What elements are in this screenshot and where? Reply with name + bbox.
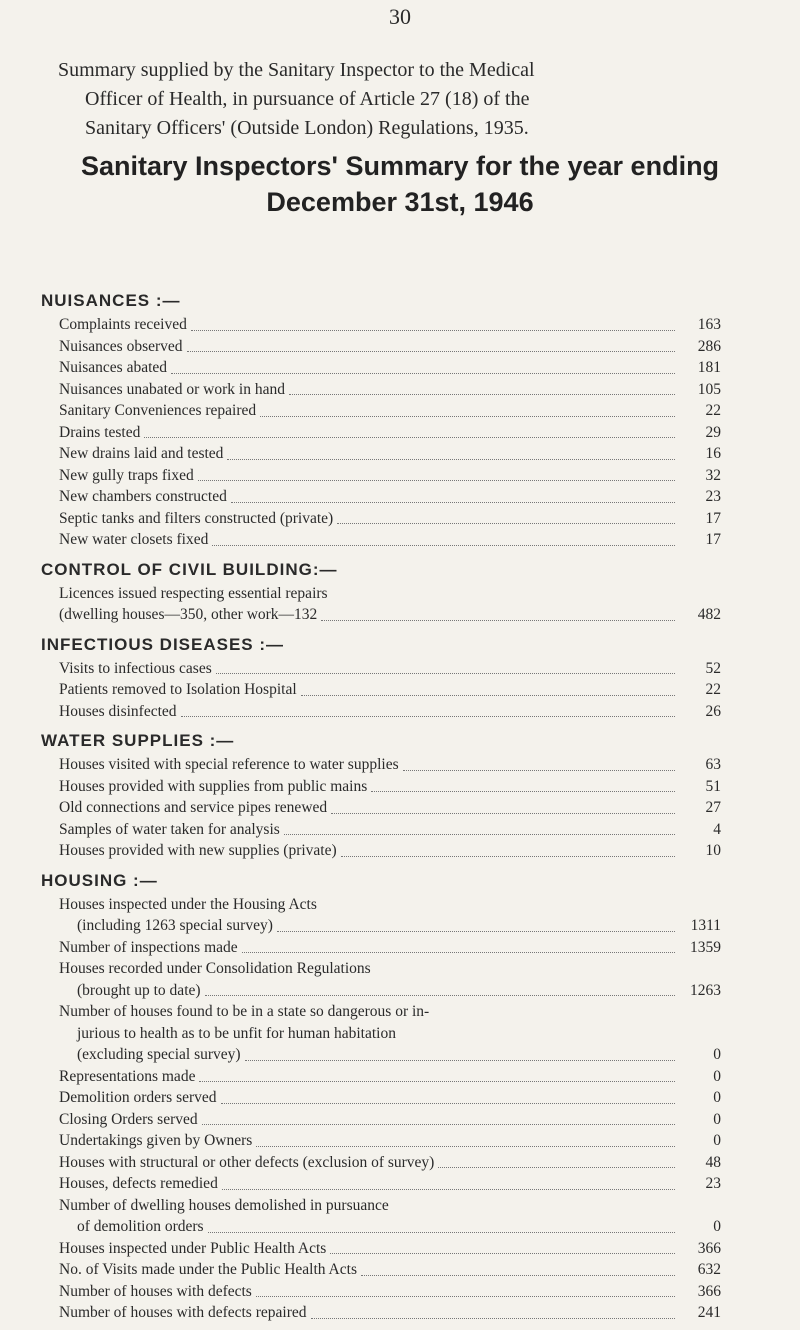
- row-label: Undertakings given by Owners: [59, 1132, 253, 1149]
- section-housing: [41, 868, 721, 1324]
- section-title: CONTROL OF CIVIL BUILDING:—: [41, 559, 338, 579]
- row-label: Houses provided with new supplies (private): [59, 842, 337, 859]
- row-value: 0: [713, 1046, 721, 1063]
- row-label: Houses disinfected: [59, 702, 177, 720]
- row-value: 52: [705, 659, 721, 677]
- row-value: 23: [705, 1175, 721, 1192]
- table-row: [59, 776, 721, 798]
- dot-leader: [222, 1189, 675, 1190]
- table-row: [59, 1216, 721, 1238]
- row-label: Patients removed to Isolation Hospital: [59, 681, 297, 698]
- dot-leader: [260, 416, 675, 417]
- section-title: NUISANCES :—: [41, 291, 181, 310]
- dot-leader: [284, 834, 675, 835]
- row-value: 1359: [690, 938, 721, 956]
- row-value: 0: [713, 1110, 721, 1128]
- dot-leader: [337, 523, 675, 524]
- table-row: [59, 819, 721, 841]
- table-row: [59, 937, 721, 959]
- row-label: (dwelling houses—350, other work—132: [59, 606, 318, 623]
- table-row: [59, 658, 721, 680]
- section-rows: [41, 754, 721, 862]
- table-row: [59, 314, 721, 336]
- dot-leader: [216, 673, 675, 674]
- row-label: Samples of water taken for analysis: [59, 820, 280, 838]
- intro-paragraph: [58, 56, 758, 143]
- table-row: [59, 529, 721, 551]
- dot-leader: [277, 931, 675, 932]
- table-row: [59, 679, 721, 701]
- dot-leader: [231, 502, 675, 503]
- dot-leader: [227, 459, 675, 460]
- section-civil-building: [41, 557, 721, 626]
- table-row: [59, 1044, 721, 1066]
- table-row: [59, 422, 721, 444]
- dot-leader: [311, 1318, 676, 1319]
- row-value: 0: [713, 1218, 721, 1235]
- row-value: 163: [697, 316, 721, 333]
- row-value: 10: [705, 842, 721, 859]
- dot-leader: [144, 437, 675, 438]
- dot-leader: [321, 620, 675, 621]
- row-label: Houses recorded under Consolidation Regulations: [59, 960, 371, 977]
- intro-line: Sanitary Officers' (Outside London) Regulations, 1935.: [85, 117, 529, 139]
- row-label: Number of houses with defects: [59, 1282, 252, 1300]
- row-value: 1311: [690, 917, 721, 934]
- row-value: 105: [697, 380, 721, 398]
- row-label: Nuisances observed: [59, 337, 183, 355]
- row-value: 1263: [690, 981, 721, 999]
- row-label: Visits to infectious cases: [59, 659, 212, 677]
- table-row: [59, 754, 721, 776]
- table-row: [59, 1130, 721, 1152]
- row-label: Representations made: [59, 1067, 196, 1085]
- table-row: [59, 797, 721, 819]
- table-row: [59, 508, 721, 530]
- row-label: Demolition orders served: [59, 1089, 217, 1106]
- row-value: 32: [705, 466, 721, 484]
- section-rows: [41, 583, 721, 626]
- row-value: 51: [705, 777, 721, 795]
- section-title: HOUSING :—: [41, 870, 158, 890]
- table-row: [59, 1238, 721, 1260]
- dot-leader: [171, 373, 675, 374]
- row-value: 17: [705, 509, 721, 527]
- dot-leader: [199, 1081, 675, 1082]
- row-label: Nuisances unabated or work in hand: [59, 380, 285, 398]
- row-label: Houses inspected under Public Health Acts: [59, 1239, 327, 1257]
- row-value: 16: [705, 445, 721, 462]
- table-row: [59, 701, 721, 723]
- table-row: [59, 1152, 721, 1174]
- row-value: 63: [705, 756, 721, 773]
- row-value: 366: [697, 1239, 721, 1257]
- dot-leader: [212, 545, 675, 546]
- title-line: Sanitary Inspectors' Summary for the year ending: [80, 151, 720, 181]
- table-row: [59, 1259, 721, 1281]
- table-row: [59, 336, 721, 358]
- row-value: 366: [697, 1282, 721, 1300]
- row-value: 27: [705, 799, 721, 816]
- row-label: jurious to health as to be unfit for human habitation: [77, 1024, 396, 1042]
- dot-leader: [187, 351, 675, 352]
- page-title: [40, 148, 760, 220]
- row-value: 22: [705, 402, 721, 419]
- section-rows: [41, 658, 721, 723]
- section-rows: [41, 894, 721, 1324]
- row-label: No. of Visits made under the Public Health Acts: [59, 1261, 357, 1278]
- row-label: Number of houses found to be in a state so dangerous or in-: [59, 1003, 430, 1020]
- row-label: Houses, defects remedied: [59, 1175, 218, 1192]
- section-water-supplies: [41, 728, 721, 862]
- dot-leader: [438, 1167, 675, 1168]
- title-line: December 31st, 1946: [266, 187, 534, 217]
- section-infectious-diseases: [41, 632, 721, 723]
- row-label: (including 1263 special survey): [77, 917, 273, 934]
- table-row: [59, 1173, 721, 1195]
- table-row: [59, 604, 721, 626]
- row-label: (brought up to date): [77, 981, 201, 999]
- dot-leader: [330, 1253, 675, 1254]
- table-row: [59, 840, 721, 862]
- table-row: [59, 915, 721, 937]
- row-value: 0: [713, 1067, 721, 1085]
- row-label: New gully traps fixed: [59, 466, 194, 484]
- table-row: [59, 1302, 721, 1324]
- row-value: 4: [713, 820, 721, 838]
- section-title: WATER SUPPLIES :—: [41, 731, 235, 750]
- row-label: Number of dwelling houses demolished in pursuance: [59, 1196, 389, 1214]
- table-row: [59, 1066, 721, 1088]
- intro-line: Summary supplied by the Sanitary Inspector to the Medical: [58, 59, 535, 81]
- row-value: 22: [705, 681, 721, 698]
- row-label: Houses provided with supplies from public mains: [59, 777, 368, 795]
- row-label: (excluding special survey): [77, 1046, 241, 1063]
- row-label: Complaints received: [59, 316, 187, 333]
- row-value: 23: [705, 488, 721, 505]
- row-value: 26: [705, 702, 721, 720]
- intro-line: Officer of Health, in pursuance of Article 27 (18) of the: [85, 88, 530, 110]
- row-label: New drains laid and tested: [59, 445, 224, 462]
- dot-leader: [256, 1146, 675, 1147]
- row-label: of demolition orders: [77, 1218, 204, 1235]
- dot-leader: [256, 1296, 675, 1297]
- dot-leader: [221, 1103, 675, 1104]
- page-number: 30: [389, 4, 411, 29]
- dot-leader: [191, 330, 675, 331]
- table-row: [59, 980, 721, 1002]
- dot-leader: [208, 1232, 675, 1233]
- table-row: [59, 379, 721, 401]
- table-row: [59, 486, 721, 508]
- row-label: New water closets fixed: [59, 531, 209, 548]
- dot-leader: [331, 813, 675, 814]
- row-label: Nuisances abated: [59, 359, 168, 376]
- dot-leader: [205, 995, 675, 996]
- row-label: Old connections and service pipes renewed: [59, 799, 328, 816]
- row-label: Number of inspections made: [59, 938, 238, 956]
- row-value: 0: [713, 1132, 721, 1149]
- dot-leader: [242, 952, 675, 953]
- row-label: Licences issued respecting essential repairs: [59, 584, 328, 602]
- table-row: [59, 400, 721, 422]
- table-row: [59, 1109, 721, 1131]
- dot-leader: [403, 770, 675, 771]
- row-label: Houses visited with special reference to water supplies: [59, 756, 399, 773]
- row-label: Houses with structural or other defects (exclusion of survey): [59, 1153, 435, 1171]
- row-label: Number of houses with defects repaired: [59, 1304, 307, 1321]
- row-label: New chambers constructed: [59, 488, 227, 505]
- row-value: 241: [697, 1304, 721, 1321]
- dot-leader: [301, 695, 675, 696]
- table-row: [59, 357, 721, 379]
- dot-leader: [202, 1124, 675, 1125]
- row-value: 286: [697, 337, 721, 355]
- row-value: 482: [697, 606, 721, 623]
- section-nuisances: [41, 288, 721, 551]
- row-value: 0: [713, 1089, 721, 1106]
- row-label: Drains tested: [59, 423, 141, 441]
- section-title: INFECTIOUS DISEASES :—: [41, 634, 285, 654]
- dot-leader: [361, 1275, 675, 1276]
- dot-leader: [181, 716, 675, 717]
- row-label: Houses inspected under the Housing Acts: [59, 895, 317, 913]
- row-value: 181: [697, 359, 721, 376]
- dot-leader: [245, 1060, 675, 1061]
- table-row: [59, 443, 721, 465]
- row-value: 48: [705, 1153, 721, 1171]
- row-value: 29: [705, 423, 721, 441]
- row-label: Sanitary Conveniences repaired: [59, 402, 257, 419]
- table-row: [59, 1087, 721, 1109]
- dot-leader: [371, 791, 675, 792]
- section-rows: [41, 314, 721, 551]
- row-value: 17: [705, 531, 721, 548]
- dot-leader: [341, 856, 675, 857]
- row-value: 632: [697, 1261, 721, 1278]
- dot-leader: [198, 480, 675, 481]
- row-label: Septic tanks and filters constructed (private): [59, 509, 334, 527]
- table-row: [59, 465, 721, 487]
- row-label: Closing Orders served: [59, 1110, 198, 1128]
- summary-report: [41, 288, 721, 1330]
- table-row: [59, 1281, 721, 1303]
- dot-leader: [289, 394, 675, 395]
